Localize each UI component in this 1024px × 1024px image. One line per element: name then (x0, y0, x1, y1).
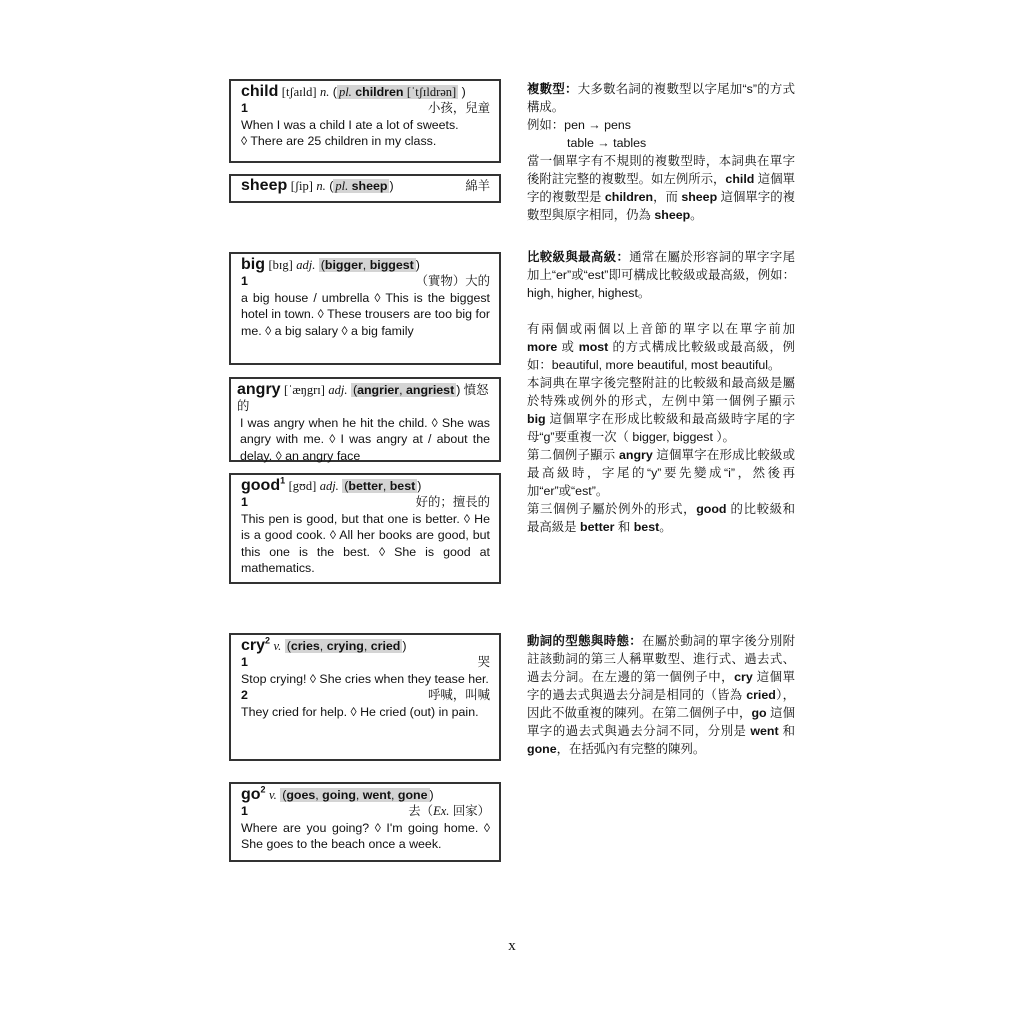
headword: angry (237, 381, 281, 398)
definition: 哭 (477, 655, 490, 670)
entry-sheep (229, 174, 501, 203)
pronunciation: [tʃaɪld] (281, 85, 317, 99)
example: Stop crying! ◊ She cries when they tease her. (241, 671, 489, 686)
part-of-speech: adj. (319, 479, 339, 493)
comparative-forms: (angrier, angriest (352, 383, 455, 397)
entry-header: sheep [ʃip] n. ( pl. sheep ) 綿羊 (241, 177, 490, 194)
page-number: x (508, 938, 516, 954)
comparative-forms: (bigger, biggest (320, 258, 414, 272)
note-verbs: 動詞的型態與時態：在屬於動詞的單字後分別附註該動詞的第三人稱單數型、進行式、過去式、過去分詞。在左邊的第一個例子中，cry 這個單字的過去式與過去分詞是相同的（皆為 cried），因此不做重複的陳列。在第二個例子中，go 這個單字的過去式與過去分詞不同，分別是 went 和 gone，在括弧內有完整的陳列。 (527, 634, 796, 756)
definition: 呼喊，叫喊 (428, 688, 490, 703)
verb-forms: (cries, crying, cried (286, 639, 401, 653)
example: ◊ There are 25 children in my class. (241, 134, 437, 149)
note-title: 比較級與最高級： (527, 250, 630, 264)
entry-header: good$^1$ [gʊd] adj. (better, best ) (241, 475, 422, 494)
sense: 1 好的；擅長的 (241, 495, 490, 510)
part-of-speech: v. (269, 788, 277, 802)
comparative-forms: (better, best (344, 479, 416, 493)
entry-header: cry$^2$ v. (cries, crying, cried ) (241, 635, 407, 654)
example: Where are you going? ◊ I'm going home. ◊ She goes to the beach once a week. (241, 820, 490, 852)
example: This pen is good, but that one is better. ◊ He is a good cook. ◊ All her books are good, but this one is the best. ◊ She is good at mathematics. (241, 511, 490, 576)
example: a big house / umbrella ◊ This is the biggest hotel in town. ◊ These trousers are too big for me. ◊ a big salary ◊ a big family (241, 290, 490, 338)
part-of-speech: adj. (328, 383, 348, 397)
note-plural: 複數型：大多數名詞的複數型以字尾加“s”的方式構成。 例如：pen → pens table → tables 當一個單字有不規則的複數型時，本詞典在單字後附註完整的複數型。如左例所示，child 這個單字的複數型是 children，而 sheep 這個單字的複數型與原字相同，仍為 sheep。 (527, 82, 796, 222)
definition: 好的；擅長的 (415, 495, 490, 510)
headword: good$^1$ (241, 475, 286, 494)
pronunciation: [gʊd] (288, 479, 317, 493)
sense: 1 小孩，兒童 (241, 101, 490, 116)
note-title: 動詞的型態與時態： (527, 634, 643, 648)
definition: 綿羊 (465, 179, 490, 193)
pronunciation: [ʃip] (290, 179, 313, 193)
entry-go (229, 782, 501, 862)
entry-header: $go^2$ v. (goes, going, went, gone ) (241, 784, 434, 803)
entry-cry (229, 633, 501, 761)
note-title: 複數型： (527, 82, 578, 96)
part-of-speech: v. (273, 639, 282, 653)
entry-good (229, 473, 501, 584)
definition: 憤怒的 (237, 383, 489, 414)
sense: 1 去（Ex. 回家） (241, 804, 490, 819)
definition: 小孩，兒童 (428, 101, 490, 116)
definition: （實物）大的 (415, 274, 490, 289)
headword: cry$^2$ (241, 635, 271, 654)
example: I was angry when he hit the child. ◊ She was angry with me. ◊ I was angry at / about the delay. ◊ an angry face (240, 415, 490, 463)
verb-forms: (goes, going, went, gone (282, 788, 428, 802)
entry-header: angry [ˈæŋgrɪ] adj. (angrier, angriest ) 憤怒的 (237, 381, 489, 414)
entry-big (229, 252, 501, 365)
pronunciation: [bɪg] (268, 258, 293, 272)
entry-header: big [bɪg] adj. (bigger, biggest ) (241, 256, 420, 273)
headword: child (241, 83, 279, 100)
headword: big (241, 256, 265, 273)
sense: 1 哭 (241, 655, 490, 670)
note-comparison: 比較級與最高級：通常在屬於形容詞的單字字尾加上“er”或“est”即可構成比較級或最高級，例如：high, higher, highest。 有兩個或兩個以上音節的單字以在單字前加 more 或 most 的方式構成比較級或最高級，例如：beautiful, more beautiful, most beautiful。 本詞典在單字後完整附註的比較級和最高級是屬於特殊或例外的形式，左例中第一個例子顯示 big 這個單字在形成比較級和最高級時字尾的字母“g”要重複一次（ bigger, biggest ）。 第二個例子顯示 angry 這個單字在形成比較級或最高級時，字尾的“y”要先變成“i”，然後再加“er”或“est”。 第三個例子屬於例外的形式，good 的比較級和最高級是 better 和 best。 (527, 250, 796, 534)
entry-angry (229, 377, 501, 462)
sense: 1 （實物）大的 (241, 274, 490, 289)
part-of-speech: adj. (296, 258, 316, 272)
pronunciation: [ˈæŋgrɪ] (284, 383, 325, 397)
entry-header: child [tʃaɪld] n. ( pl. children [ˈtʃɪldrən] ) (241, 83, 466, 100)
sense: 2 呼喊，叫喊 (241, 688, 490, 703)
part-of-speech: n. (319, 85, 330, 99)
example: When I was a child I ate a lot of sweets. (241, 117, 459, 132)
headword: sheep (241, 177, 288, 194)
headword: $go^2$ (241, 784, 266, 803)
example: They cried for help. ◊ He cried (out) in pain. (241, 704, 479, 719)
definition: 去（Ex. 回家） (408, 804, 490, 819)
part-of-speech: n. (316, 179, 326, 193)
plural-form: pl. children [ˈtʃɪldrən] (338, 85, 457, 99)
entry-child (229, 79, 501, 163)
plural-form: pl. sheep (335, 179, 388, 193)
